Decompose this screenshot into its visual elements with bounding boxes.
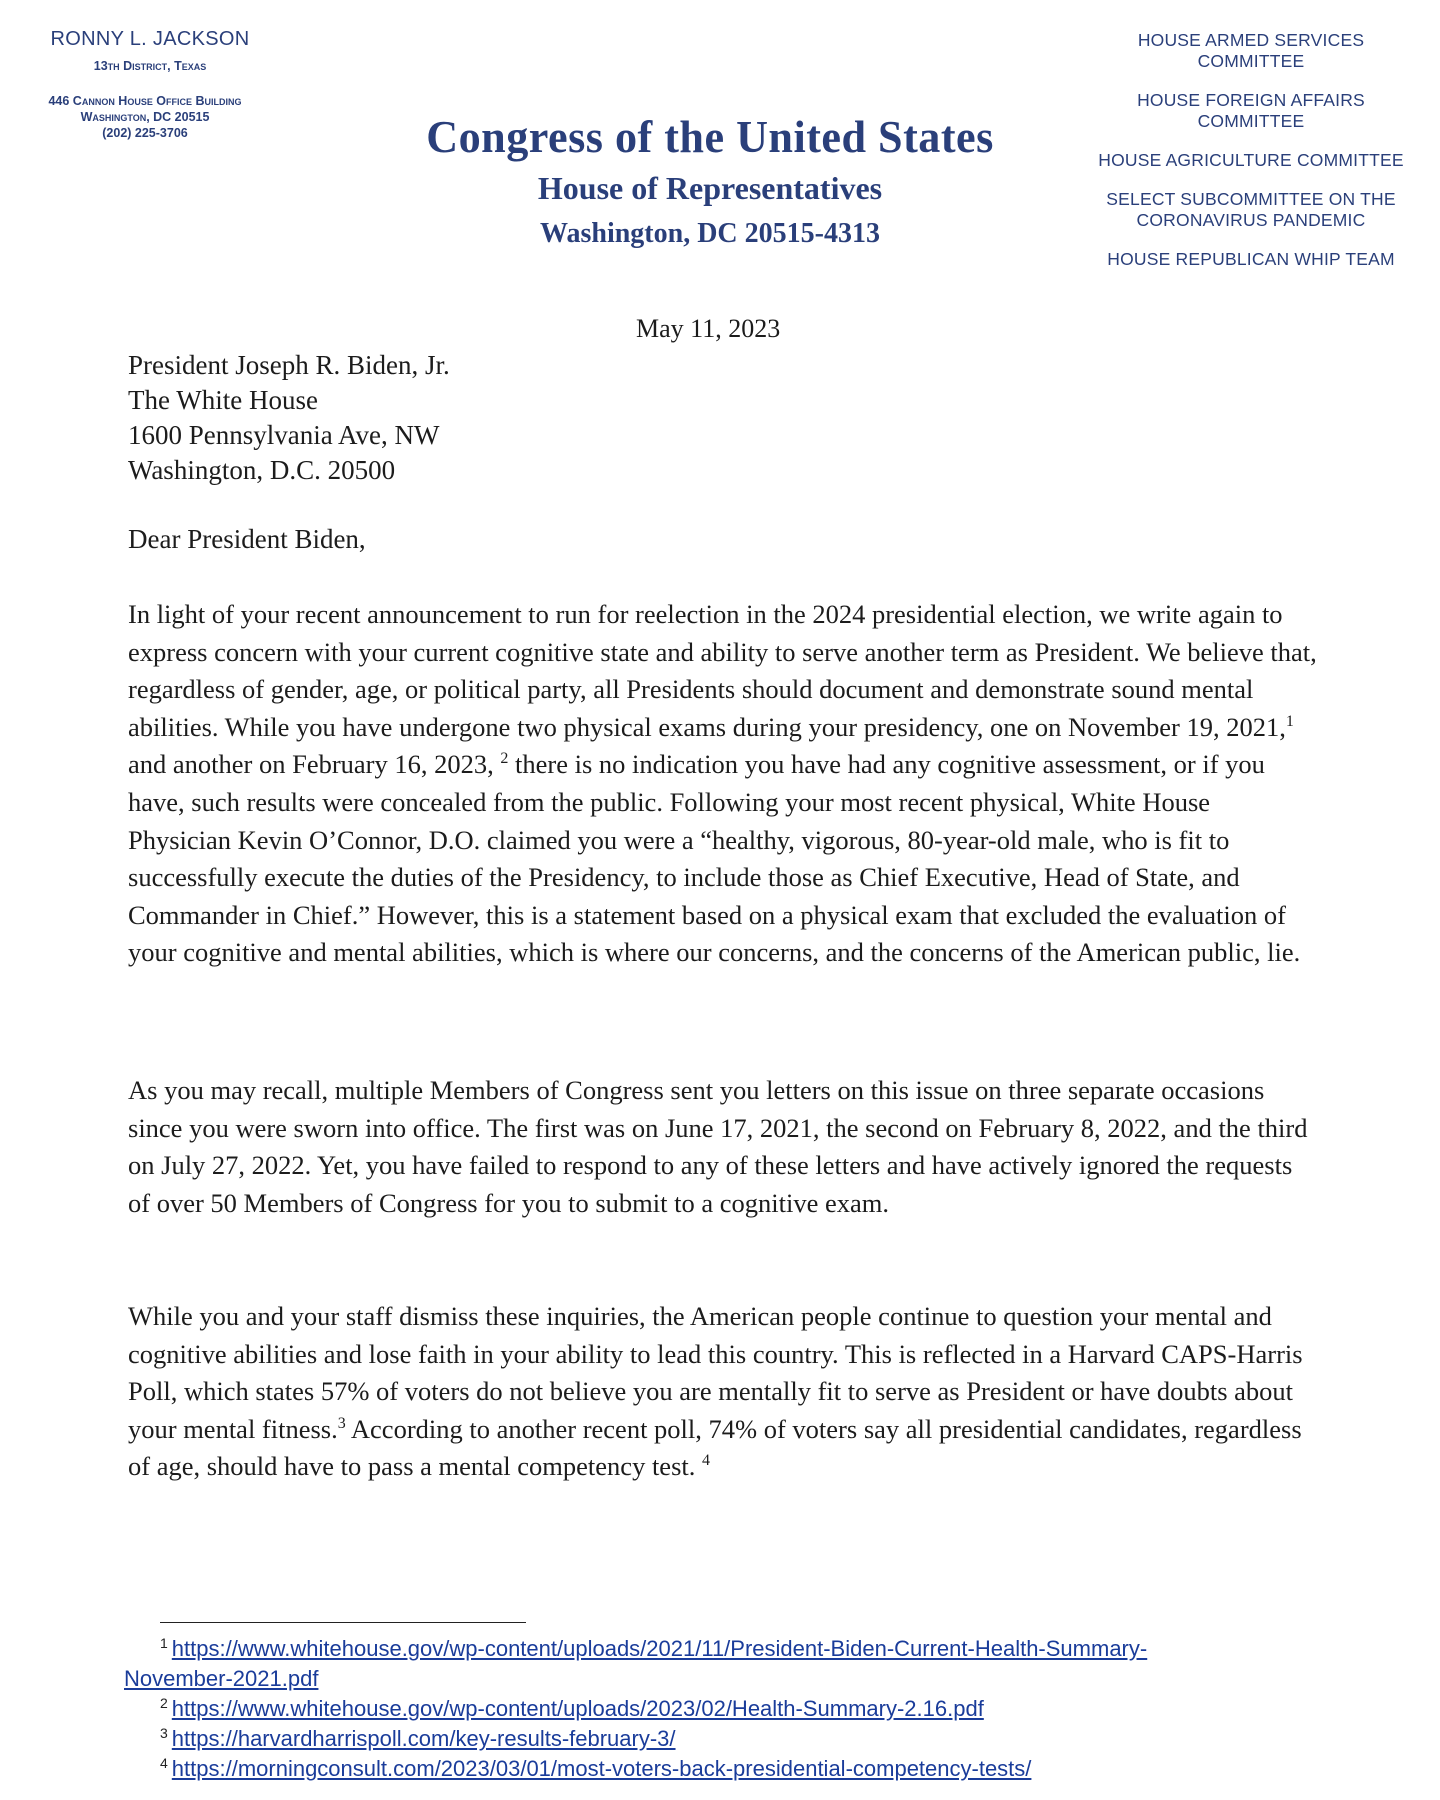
committee-item: HOUSE ARMED SERVICES COMMITTEE	[1137, 30, 1365, 71]
committee-item: HOUSE AGRICULTURE COMMITTEE	[1098, 150, 1404, 170]
member-name: RONNY L. JACKSON	[50, 28, 250, 50]
recipient-line-3: 1600 Pennsylvania Ave, NW	[128, 420, 440, 450]
letterhead-title: Congress of the United States	[426, 111, 994, 162]
committee-list	[1086, 30, 1416, 288]
recipient-line-2: The White House	[128, 385, 318, 415]
recipient-address	[128, 348, 450, 488]
footnote-divider	[160, 1622, 526, 1623]
footnote-item	[124, 1754, 1324, 1784]
address-line-1: 446 Cannon House Office Building	[48, 94, 242, 108]
address-line-2: Washington, DC 20515	[80, 110, 210, 124]
footnote-link[interactable]: https://www.whitehouse.gov/wp-content/uploads/2021/11/President-Biden-Current-Health-Summary-	[171, 1636, 1148, 1661]
paragraph-text: there is no indication you have had any cognitive assessment, or if you have, such results were concealed from the public. Following your most recent physical, White House Physician Kevin O’Connor, D.O. claimed you were a “healthy, vigorous, 80-year-old male, who is fit to successfully execute the duties of the Presidency, to include those as Chief Executive, Head of State, and Commander in Chief.” However, this is a statement based on a physical exam that excluded the evaluation of your cognitive and mental abilities, which is where our concerns, and the concerns of the American public, lie.	[128, 749, 1301, 968]
body-paragraph-2: As you may recall, multiple Members of Congress sent you letters on this issue on three separate occasions since you were sworn into office. The first was on June 17, 2021, the second on February 8, 2022, and the third on July 27, 2022. Yet, you have failed to respond to any of these letters and have actively ignored the requests of over 50 Members of Congress for you to submit to a cognitive exam.	[128, 1075, 1308, 1218]
footnote-ref: 4	[702, 1452, 710, 1470]
footnote-number: 2	[160, 1694, 168, 1711]
footnote-number: 1	[160, 1634, 168, 1651]
letterhead-subtitle: House of Representatives	[537, 170, 883, 206]
footnote-item	[124, 1634, 1324, 1694]
paragraph-text: In light of your recent announcement to run for reelection in the 2024 presidential election, we write again to express concern with your current cognitive state and ability to serve another term as President. We believe that, regardless of gender, age, or political party, all Presidents should document and demonstrate sound mental abilities. While you have undergone two physical exams during your presidency, one on November 19, 2021,	[128, 599, 1317, 742]
committee-item: HOUSE FOREIGN AFFAIRS COMMITTEE	[1137, 90, 1365, 131]
footnote-number: 3	[160, 1724, 168, 1741]
footnotes	[124, 1634, 1324, 1784]
footnote-link[interactable]: https://harvardharrispoll.com/key-results-february-3/	[171, 1726, 676, 1751]
member-info-block	[0, 28, 290, 141]
member-address	[0, 93, 290, 141]
footnote-item	[124, 1694, 1324, 1724]
footnote-link[interactable]: https://www.whitehouse.gov/wp-content/uploads/2023/02/Health-Summary-2.16.pdf	[171, 1696, 984, 1721]
committee-item: SELECT SUBCOMMITTEE ON THE CORONAVIRUS PANDEMIC	[1106, 189, 1396, 230]
paragraph-text: While you and your staff dismiss these inquiries, the American people continue to question your mental and cognitive abilities and lose faith in your ability to lead this country. This is reflected in a Harvard CAPS-Harris Poll, which states 57% of voters do not believe you are mentally fit to serve as President or have doubts about your mental fitness.	[128, 1301, 1303, 1444]
footnote-number: 4	[160, 1754, 168, 1771]
paragraph-text: According to another recent poll, 74% of voters say all presidential candidates, regardless of age, should have to pass a mental competency test.	[128, 1413, 1302, 1482]
footnote-item	[124, 1724, 1324, 1754]
member-district: 13th District, Texas	[93, 59, 207, 73]
footnote-ref: 3	[337, 1414, 346, 1432]
footnote-link-continued[interactable]: November-2021.pdf	[124, 1666, 319, 1691]
letter-date: May 11, 2023	[636, 314, 781, 343]
recipient-line-1: President Joseph R. Biden, Jr.	[128, 350, 450, 380]
committee-item: HOUSE REPUBLICAN WHIP TEAM	[1107, 249, 1395, 269]
salutation: Dear President Biden,	[128, 524, 366, 554]
footnote-ref: 1	[1285, 712, 1294, 730]
member-phone: (202) 225-3706	[102, 126, 188, 140]
letterhead-city: Washington, DC 20515-4313	[540, 218, 880, 249]
letterhead	[380, 110, 1040, 254]
footnote-ref: 2	[500, 750, 509, 768]
footnote-link[interactable]: https://morningconsult.com/2023/03/01/most-voters-back-presidential-competency-tests/	[171, 1756, 1032, 1781]
body-paragraph-1	[128, 596, 1318, 972]
body-paragraph-3	[128, 1298, 1318, 1486]
recipient-line-4: Washington, D.C. 20500	[128, 455, 396, 485]
paragraph-text: and another on February 16, 2023,	[128, 749, 501, 780]
